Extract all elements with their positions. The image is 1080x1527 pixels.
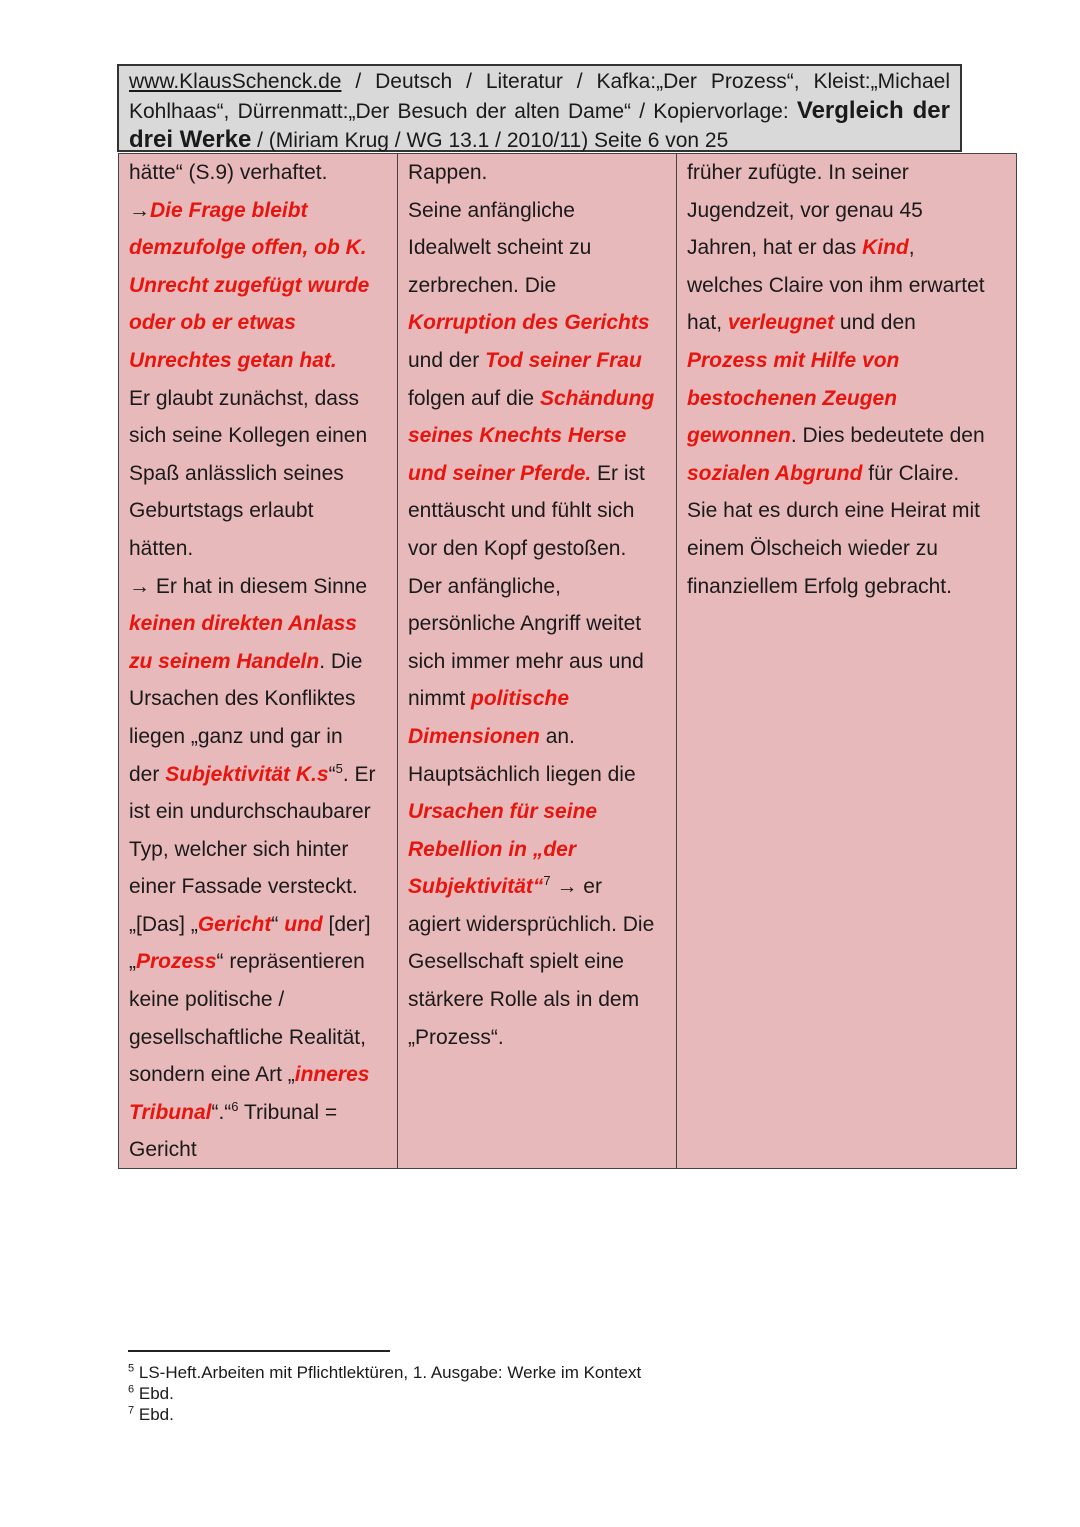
highlight-text: Subjektivität K.s	[165, 762, 329, 786]
plain-text: Jahren, hat er das	[687, 236, 863, 260]
text-line: Er glaubt zunächst, dass	[129, 386, 359, 410]
text-line: zerbrechen. Die	[408, 273, 557, 297]
text-line: einem Ölscheich wieder zu	[687, 536, 938, 560]
highlight-line: Korruption des Gerichts	[408, 311, 650, 335]
text-line: hätten.	[129, 536, 194, 560]
column-duerrenmatt	[677, 154, 1015, 1168]
highlight-text: sozialen Abgrund	[687, 461, 863, 485]
text-line: Spaß anlässlich seines	[129, 461, 344, 485]
highlight-line: keinen direkten Anlass	[129, 612, 357, 636]
text-line: vor den Kopf gestoßen.	[408, 536, 627, 560]
arrow-icon: →	[129, 198, 150, 222]
footnote	[128, 1404, 641, 1425]
text-line	[129, 1094, 389, 1132]
plain-text: “.“	[211, 1100, 232, 1124]
footnote-text: Ebd.	[138, 1405, 174, 1424]
footnote-text: LS-Heft.Arbeiten mit Pflichtlektüren, 1. Ausgabe: Werke im Kontext	[138, 1363, 642, 1382]
text-line: ist ein undurchschaubarer	[129, 800, 371, 824]
highlight-line: Prozess mit Hilfe von	[687, 348, 900, 372]
highlight-text: zu seinem Handeln	[129, 649, 320, 673]
text-line: Hauptsächlich liegen die	[408, 762, 636, 786]
text-line: Gesellschaft spielt eine	[408, 950, 624, 974]
plain-text: nimmt	[408, 687, 471, 711]
plain-text: „	[129, 950, 136, 974]
plain-text: an.	[539, 724, 575, 748]
text-line: Der anfängliche,	[408, 574, 561, 598]
text-line: Ursachen des Konfliktes	[129, 687, 356, 711]
header-breadcrumb: / Deutsch / Literatur / Kafka:„Der Prozess“, Kleist:„Michael Kohlhaas“, Dürrenmatt:„Der Besuch der alten Dame“ / Kopiervorlage:	[129, 70, 950, 123]
text-line	[687, 417, 1007, 455]
document-title: Vergleich der drei Werke	[129, 96, 950, 153]
footnotes	[128, 1362, 641, 1425]
plain-text: . Die	[319, 649, 363, 673]
plain-text: „[Das] „	[129, 912, 198, 936]
highlight-line: Rebellion in „der	[408, 837, 577, 861]
text-line: Idealwelt scheint zu	[408, 236, 592, 260]
text-line	[129, 756, 389, 794]
highlight-text: Schändung	[539, 386, 655, 410]
column-kleist	[398, 154, 677, 1168]
footnote-ref: 5	[335, 760, 343, 776]
footnote-ref: 6	[231, 1098, 239, 1114]
footnote-text: Ebd.	[138, 1384, 174, 1403]
highlight-text: Die Frage bleibt	[150, 198, 308, 222]
highlight-text: und	[284, 912, 323, 936]
footnote-number: 5	[128, 1362, 135, 1375]
plain-text: [der]	[322, 912, 371, 936]
text-line: agiert widersprüchlich. Die	[408, 912, 655, 936]
footnote	[128, 1362, 641, 1383]
plain-text: . Er	[342, 762, 376, 786]
text-line: früher zufügte. In seiner	[687, 161, 909, 184]
text-line	[408, 342, 668, 380]
highlight-text: Gericht	[197, 912, 272, 936]
plain-text: “ repräsentieren	[216, 950, 365, 974]
text-line	[408, 868, 668, 906]
text-line: enttäuscht und fühlt sich	[408, 499, 635, 523]
highlight-line: oder ob er etwas	[129, 311, 296, 335]
highlight-text: Subjektivität“	[408, 875, 544, 899]
plain-text: Tribunal =	[238, 1100, 338, 1124]
website-link[interactable]: www.KlausSchenck.de	[129, 70, 342, 93]
page-header	[117, 64, 962, 152]
footnote	[128, 1383, 641, 1404]
highlight-text: Tod seiner Frau	[485, 348, 642, 372]
text-line: sich seine Kollegen einen	[129, 424, 368, 448]
plain-text: und der	[408, 348, 486, 372]
text-line: → Er hat in diesem Sinne	[129, 574, 368, 598]
highlight-text: Kind	[862, 236, 909, 260]
text-line: „Prozess“.	[408, 1025, 504, 1049]
highlight-line: Unrecht zugefügt wurde	[129, 273, 370, 297]
text-line	[129, 643, 389, 681]
text-line	[129, 906, 389, 944]
highlight-line: bestochenen Zeugen	[687, 386, 898, 410]
footnote-number: 6	[128, 1383, 135, 1396]
highlight-text: Tribunal	[129, 1100, 212, 1124]
highlight-text: inneres	[294, 1063, 370, 1087]
plain-text: “	[271, 912, 285, 936]
header-meta: / (Miriam Krug / WG 13.1 / 2010/11) Seite 6 von 25	[251, 129, 729, 152]
text-line: hätte“ (S.9) verhaftet.	[129, 161, 328, 184]
text-line: Seine anfängliche	[408, 198, 575, 222]
plain-text: . Dies bedeutete den	[790, 424, 985, 448]
text-line: liegen „ganz und gar in	[129, 724, 343, 748]
highlight-text: Dimensionen	[408, 724, 540, 748]
text-line: Gericht	[129, 1138, 197, 1162]
text-line	[687, 229, 1007, 267]
highlight-text: Prozess	[136, 950, 217, 974]
plain-text: hat,	[687, 311, 728, 335]
text-line	[687, 455, 1007, 493]
highlight-line: seines Knechts Herse	[408, 424, 627, 448]
highlight-text: und seiner Pferde.	[408, 461, 592, 485]
highlight-line: Ursachen für seine	[408, 800, 598, 824]
highlight-text: gewonnen	[687, 424, 791, 448]
text-line: gesellschaftliche Realität,	[129, 1025, 366, 1049]
plain-text: ,	[908, 236, 915, 260]
text-line: persönliche Angriff weitet	[408, 612, 642, 636]
text-line: finanziellem Erfolg gebracht.	[687, 574, 952, 598]
text-line	[129, 943, 389, 981]
highlight-line: Unrechtes getan hat.	[129, 348, 337, 372]
highlight-text: verleugnet	[727, 311, 835, 335]
text-line: welches Claire von ihm erwartet	[687, 273, 985, 297]
plain-text: “	[328, 762, 336, 786]
plain-text: folgen auf die	[408, 386, 540, 410]
text-line: einer Fassade versteckt.	[129, 875, 358, 899]
text-line	[129, 1056, 389, 1094]
plain-text: der	[129, 762, 166, 786]
highlight-line: demzufolge offen, ob K.	[129, 236, 367, 260]
text-line: Geburtstags erlaubt	[129, 499, 314, 523]
footnote-ref: 7	[543, 873, 551, 889]
text-line: Typ, welcher sich hinter	[129, 837, 349, 861]
text-line	[408, 455, 668, 493]
text-line	[687, 304, 1007, 342]
plain-text: sondern eine Art „	[129, 1063, 295, 1087]
text-line: sich immer mehr aus und	[408, 649, 644, 673]
text-line: Jugendzeit, vor genau 45	[687, 198, 923, 222]
footnote-number: 7	[128, 1404, 135, 1417]
text-line	[129, 192, 389, 230]
text-line: Sie hat es durch eine Heirat mit	[687, 499, 980, 523]
text-line	[408, 380, 668, 418]
highlight-text: politische	[471, 687, 570, 711]
plain-text: Er ist	[591, 461, 645, 485]
plain-text: → er	[550, 875, 602, 899]
text-line: keine politische /	[129, 988, 285, 1012]
text-line: Rappen.	[408, 161, 488, 184]
text-line: stärkere Rolle als in dem	[408, 988, 640, 1012]
comparison-table	[118, 153, 1017, 1169]
plain-text: und den	[834, 311, 916, 335]
plain-text: für Claire.	[862, 461, 960, 485]
text-line	[408, 718, 668, 756]
footnote-divider	[128, 1350, 390, 1352]
column-kafka	[119, 154, 398, 1168]
text-line	[408, 680, 668, 718]
